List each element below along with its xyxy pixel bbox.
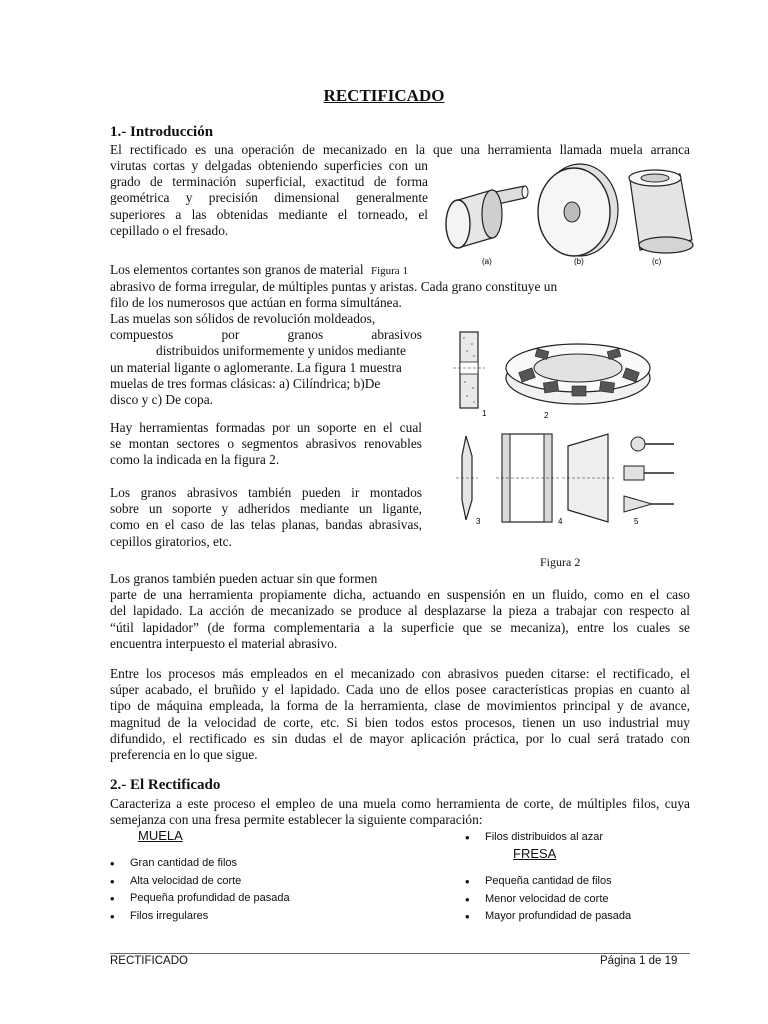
text-line: encuentra interpuesto el material abrasivo. <box>110 635 338 651</box>
text-line: parte de una herramienta propiamente dicha, actuando en suspensión en un fluido, como en el caso <box>110 587 690 603</box>
text-line: distribuidos uniformemente y unidos mediante <box>156 343 406 359</box>
text-line: compuestos por granos abrasivos <box>110 327 422 343</box>
section-2-paragraph <box>110 796 690 828</box>
figure-1-label-b: (b) <box>574 257 584 266</box>
wheel-sections-drawing <box>496 434 614 522</box>
text-line: magnitud de la velocidad de corte, etc. Si bien todos estos procesos, tienen un uso industrial muy <box>110 714 690 730</box>
figure-2-label-4: 4 <box>558 517 563 526</box>
paragraph-2 <box>110 262 690 312</box>
section-1-heading: 1.- Introducción <box>110 124 214 140</box>
fresa-list <box>465 873 695 926</box>
paragraph-1-full-line: El rectificado es una operación de mecanizado en la que una herramienta llamada muela arranca <box>110 142 690 157</box>
footer-page-number: Página 1 de 19 <box>600 955 678 967</box>
text-line: Los granos también pueden actuar sin que formen <box>110 571 378 586</box>
section-2-heading: 2.- El Rectificado <box>110 777 221 793</box>
text-line: semejanza con una fresa permite establecer la siguiente comparación: <box>110 812 483 828</box>
footer-divider <box>110 953 690 954</box>
paragraph-7 <box>110 666 690 763</box>
list-item: • Mayor profundidad de pasada <box>465 908 695 926</box>
figure-2-label-3: 3 <box>476 517 481 526</box>
figure-2-label-1: 1 <box>482 409 487 418</box>
list-item: • Alta velocidad de corte <box>110 873 410 891</box>
figure-1-label-c: (c) <box>652 257 662 266</box>
thin-wheel-profile-drawing <box>456 436 478 520</box>
text-line <box>110 262 690 279</box>
text-line: cepillos giratorios, etc. <box>110 533 232 549</box>
text-line: como en el caso de las telas planas, bandas abrasivas, <box>110 517 422 533</box>
text-line: cepillado o el fresado. <box>110 222 229 238</box>
paragraph-1 <box>110 158 428 239</box>
text-line: Las muelas son sólidos de revolución moldeados, <box>110 311 376 326</box>
cylindrical-wheel-drawing <box>446 186 528 248</box>
figure-2-segmented-tools <box>448 326 688 536</box>
muela-list <box>110 855 410 925</box>
list-item: • Pequeña cantidad de filos <box>465 873 695 891</box>
paragraph-6 <box>110 571 690 652</box>
text-line: Entre los procesos más empleados en el mecanizado con abrasivos pueden citarse: el rectificado, el <box>110 666 690 681</box>
text-line: virutas cortas y delgadas obteniendo superficies con un <box>110 158 428 173</box>
paragraph-4 <box>110 420 422 469</box>
list-item: • Gran cantidad de filos <box>110 855 410 873</box>
text-line: Hay herramientas formadas por un soporte en el cual <box>110 420 422 435</box>
page-title: RECTIFICADO <box>323 86 445 105</box>
text-line: se montan sectores o segmentos abrasivos renovables <box>110 436 422 452</box>
figure-2-label-2: 2 <box>544 411 549 420</box>
text-line: preferencia en lo que sigue. <box>110 747 258 763</box>
list-item: • Pequeña profundidad de pasada <box>110 890 410 908</box>
disc-wheel-drawing <box>538 164 618 256</box>
text-line: como la indicada en la figura 2. <box>110 452 280 468</box>
paragraph-3 <box>110 311 422 408</box>
text-line: sobre un soporte y adheridos mediante un ligante, <box>110 501 422 517</box>
paragraph-5 <box>110 485 422 550</box>
text-line: grado de terminación superficial, exactitud de forma <box>110 174 428 190</box>
cup-wheel-drawing <box>629 170 693 253</box>
text-line: geométrica y precisión dimensional generalmente <box>110 190 428 206</box>
figure-1-label-a: (a) <box>482 257 492 266</box>
list-item: • Filos irregulares <box>110 908 410 926</box>
text-line: Caracteriza a este proceso el empleo de una muela como herramienta de corte, de múltiples filos, cuya <box>110 796 690 811</box>
text-line: disco y c) De copa. <box>110 392 213 408</box>
text-line: del lapidado. La acción de mecanizado se produce al desplazarse la pieza a trabajar con respecto al <box>110 603 690 619</box>
figure-2-label-5: 5 <box>634 517 639 526</box>
list-item: • Menor velocidad de corte <box>465 891 695 909</box>
text-line-span: Los elementos cortantes son granos de material <box>110 262 364 277</box>
text-line: difundido, el rectificado es sin dudas el de mayor aplicación práctica, por lo cual será tratado con <box>110 730 690 746</box>
fresa-first-item-list <box>465 829 695 847</box>
footer-left: RECTIFICADO <box>110 955 188 967</box>
text-line: abrasivo de forma irregular, de múltiples puntas y aristas. Cada grano constituye un <box>110 279 558 295</box>
text-line: tipo de máquina empleada, la forma de la herramienta, clase de movimientos principal y de avance, <box>110 698 690 714</box>
figure-1-caption: Figura 1 <box>370 265 408 277</box>
text-line: superiores a las obtenidas mediante el torneado, el <box>110 206 428 222</box>
muela-column-heading: MUELA <box>138 828 183 843</box>
text-line: súper acabado, el bruñido y el lapidado. Cada uno de ellos posee características propias en cuanto al <box>110 682 690 698</box>
segmented-wheel-profile-drawing <box>453 332 485 408</box>
text-line: un material ligante o aglomerante. La figura 1 muestra <box>110 359 402 375</box>
text-line: Los granos abrasivos también pueden ir montados <box>110 485 422 500</box>
text-line: filo de los numerosos que actúan en forma simultánea. <box>110 295 402 311</box>
segmented-ring-drawing <box>506 344 650 404</box>
list-item: • Filos distribuidos al azar <box>465 829 695 847</box>
text-line: muelas de tres formas clásicas: a) Cilíndrica; b)De <box>110 375 381 391</box>
figure-1-grinding-wheels <box>440 160 700 268</box>
text-line: “útil lapidador” (de forma complementaria a la superficie que se mecaniza), entre los cuales se <box>110 619 690 635</box>
mounted-points-drawing <box>624 437 674 512</box>
fresa-column-heading: FRESA <box>513 846 557 861</box>
figure-2-caption: Figura 2 <box>540 555 581 569</box>
